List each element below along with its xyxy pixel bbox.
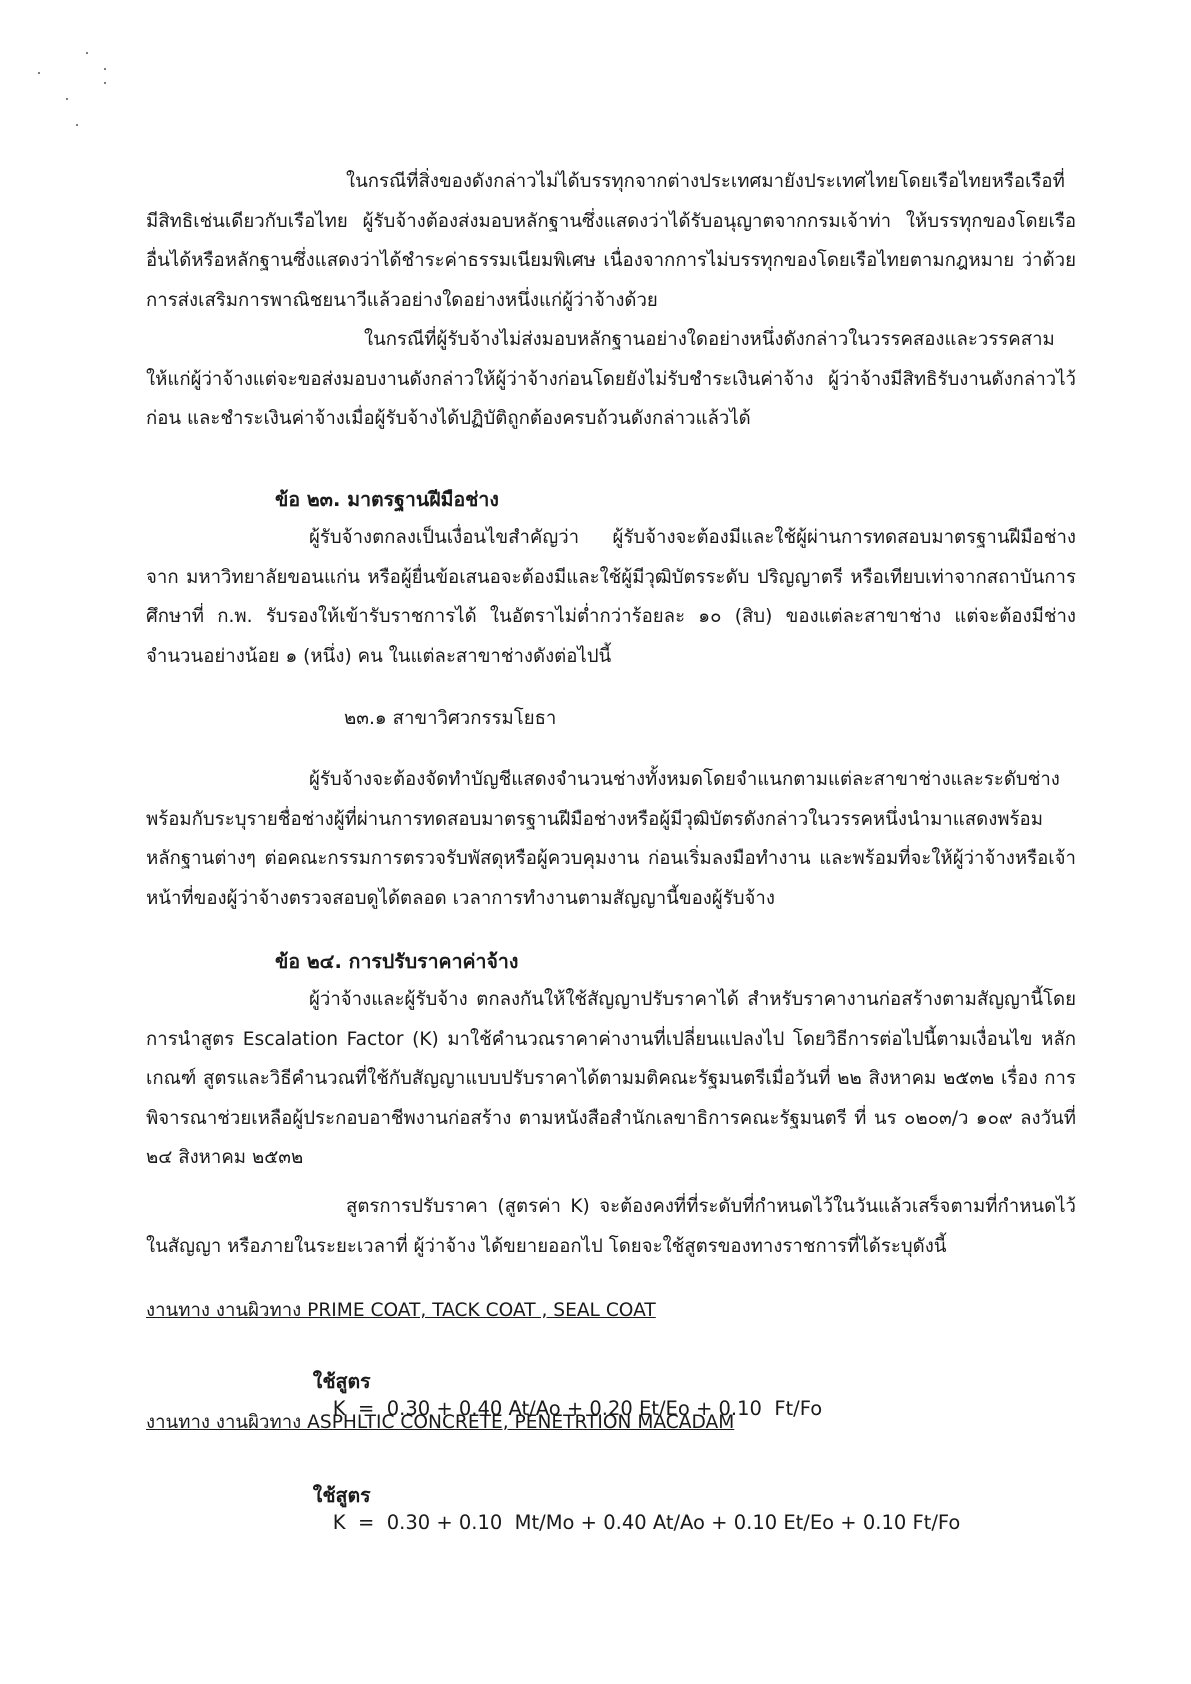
scan-speck <box>104 68 106 70</box>
scan-speck <box>38 72 40 74</box>
scan-speck <box>86 52 88 54</box>
paragraph-price-adjustment: ผู้ว่าจ้างและผู้รับจ้าง ตกลงกันให้ใช้สัญญาปรับราคาได้ สำหรับราคางานก่อสร้างตามสัญญานี้โดยการนำสูตร Escalation Factor (K) มาใช้คำนวณราคาค่างานที่เปลี่ยนแปลงไป โดยวิธีการต่อไปนี้ตามเงื่อนไข หลักเกณฑ์ สูตรและวิธีคำนวณที่ใช้กับสัญญาแบบปรับราคาได้ตามมติคณะรัฐมนตรีเมื่อวันที่ ๒๒ สิงหาคม ๒๕๓๒ เรื่อง การพิจารณาช่วยเหลือผู้ประกอบอาชีพงานก่อสร้าง ตามหนังสือสำนักเลขาธิการคณะรัฐมนตรี ที่ นร ๐๒๐๓/ว ๑๐๙ ลงวันที่ ๒๔ สิงหาคม ๒๕๓๒ <box>146 989 1076 1168</box>
work-type-prime-coat: งานทาง งานผิวทาง PRIME COAT, TACK COAT , SEAL COAT <box>146 1300 656 1321</box>
paragraph-k-formula-fixed: สูตรการปรับราคา (สูตรค่า K) จะต้องคงที่ที่ระดับที่กำหนดไว้ในวันแล้วเสร็จตามที่กำหนดไว้ในสัญญา หรือภายในระยะเวลาที่ ผู้ว่าจ้าง ได้ขยายออกไป โดยจะใช้สูตรของทางราชการที่ได้ระบุดังนี้ <box>146 1196 1076 1257</box>
paragraph-shipping-evidence: ในกรณีที่สิ่งของดังกล่าวไม่ได้บรรทุกจากต่างประเทศมายังประเทศไทยโดยเรือไทยหรือเรือที่มีสิทธิเช่นเดียวกับเรือไทย ผู้รับจ้างต้องส่งมอบหลักฐานซึ่งแสดงว่าได้รับอนุญาตจากกรมเจ้าท่า ให้บรรทุกของโดยเรืออื่นได้หรือหลักฐานซึ่งแสดงว่าได้ชำระค่าธรรมเนียมพิเศษ เนื่องจากการไม่บรรทุกของโดยเรือไทยตามกฎหมาย ว่าด้วยการส่งเสริมการพาณิชยนาวีแล้วอย่างใดอย่างหนึ่งแก่ผู้ว่าจ้างด้วย <box>146 171 1076 311</box>
formula-expression: K = 0.30 + 0.40 At/Ao + 0.20 Et/Eo + 0.10 Ft/Fo <box>332 1397 823 1420</box>
work-type-asphaltic-concrete: งานทาง งานผิวทาง ASPHLTIC CONCRETE, PENETRTION MACADAM <box>146 1412 735 1433</box>
scan-speck <box>76 124 78 126</box>
formula-label: ใช้สูตร <box>312 1370 371 1393</box>
k-formula-asphaltic-concrete <box>288 1457 960 1557</box>
clause-23-heading: ข้อ ๒๓. มาตรฐานฝีมือช่าง <box>275 488 499 511</box>
scan-speck <box>66 98 68 100</box>
paragraph-missing-evidence: ในกรณีที่ผู้รับจ้างไม่ส่งมอบหลักฐานอย่างใดอย่างหนึ่งดังกล่าวในวรรคสองและวรรคสามให้แก่ผู้ว่าจ้างแต่จะขอส่งมอบงานดังกล่าวให้ผู้ว่าจ้างก่อนโดยยังไม่รับชำระเงินค่าจ้าง ผู้ว่าจ้างมีสิทธิรับงานดังกล่าวไว้ก่อน และชำระเงินค่าจ้างเมื่อผู้รับจ้างได้ปฏิบัติถูกต้องครบถ้วนดังกล่าวแล้วได้ <box>146 329 1076 429</box>
paragraph-technician-list: ผู้รับจ้างจะต้องจัดทำบัญชีแสดงจำนวนช่างทั้งหมดโดยจำแนกตามแต่ละสาขาช่างและระดับช่างพร้อมกับระบุรายชื่อช่างผู้ที่ผ่านการทดสอบมาตรฐานฝีมือช่างหรือผู้มีวุฒิบัตรดังกล่าวในวรรคหนึ่งนำมาแสดงพร้อมหลักฐานต่างๆ ต่อคณะกรรมการตรวจรับพัสดุหรือผู้ควบคุมงาน ก่อนเริ่มลงมือทำงาน และพร้อมที่จะให้ผู้ว่าจ้างหรือเจ้าหน้าที่ของผู้ว่าจ้างตรวจสอบดูได้ตลอด เวลาการทำงานตามสัญญานี้ของผู้รับจ้าง <box>146 769 1076 909</box>
formula-label: ใช้สูตร <box>312 1484 371 1507</box>
scan-speck <box>104 82 106 84</box>
formula-expression: K = 0.30 + 0.10 Mt/Mo + 0.40 At/Ao + 0.10 Et/Eo + 0.10 Ft/Fo <box>332 1511 961 1534</box>
paragraph-skill-standard: ผู้รับจ้างตกลงเป็นเงื่อนไขสำคัญว่า ผู้รับจ้างจะต้องมีและใช้ผู้ผ่านการทดสอบมาตรฐานฝีมือช่างจาก มหาวิทยาลัยขอนแก่น หรือผู้ยื่นข้อเสนอจะต้องมีและใช้ผู้มีวุฒิบัตรระดับ ปริญญาตรี หรือเทียบเท่าจากสถาบันการศึกษาที่ ก.พ. รับรองให้เข้ารับราชการได้ ในอัตราไม่ต่ำกว่าร้อยละ ๑๐ (สิบ) ของแต่ละสาขาช่าง แต่จะต้องมีช่างจำนวนอย่างน้อย ๑ (หนึ่ง) คน ในแต่ละสาขาช่างดังต่อไปนี้ <box>146 527 1076 667</box>
clause-23-1-civil-engineering: ๒๓.๑ สาขาวิศวกรรมโยธา <box>344 708 557 729</box>
clause-24-heading: ข้อ ๒๔. การปรับราคาค่าจ้าง <box>275 950 519 973</box>
